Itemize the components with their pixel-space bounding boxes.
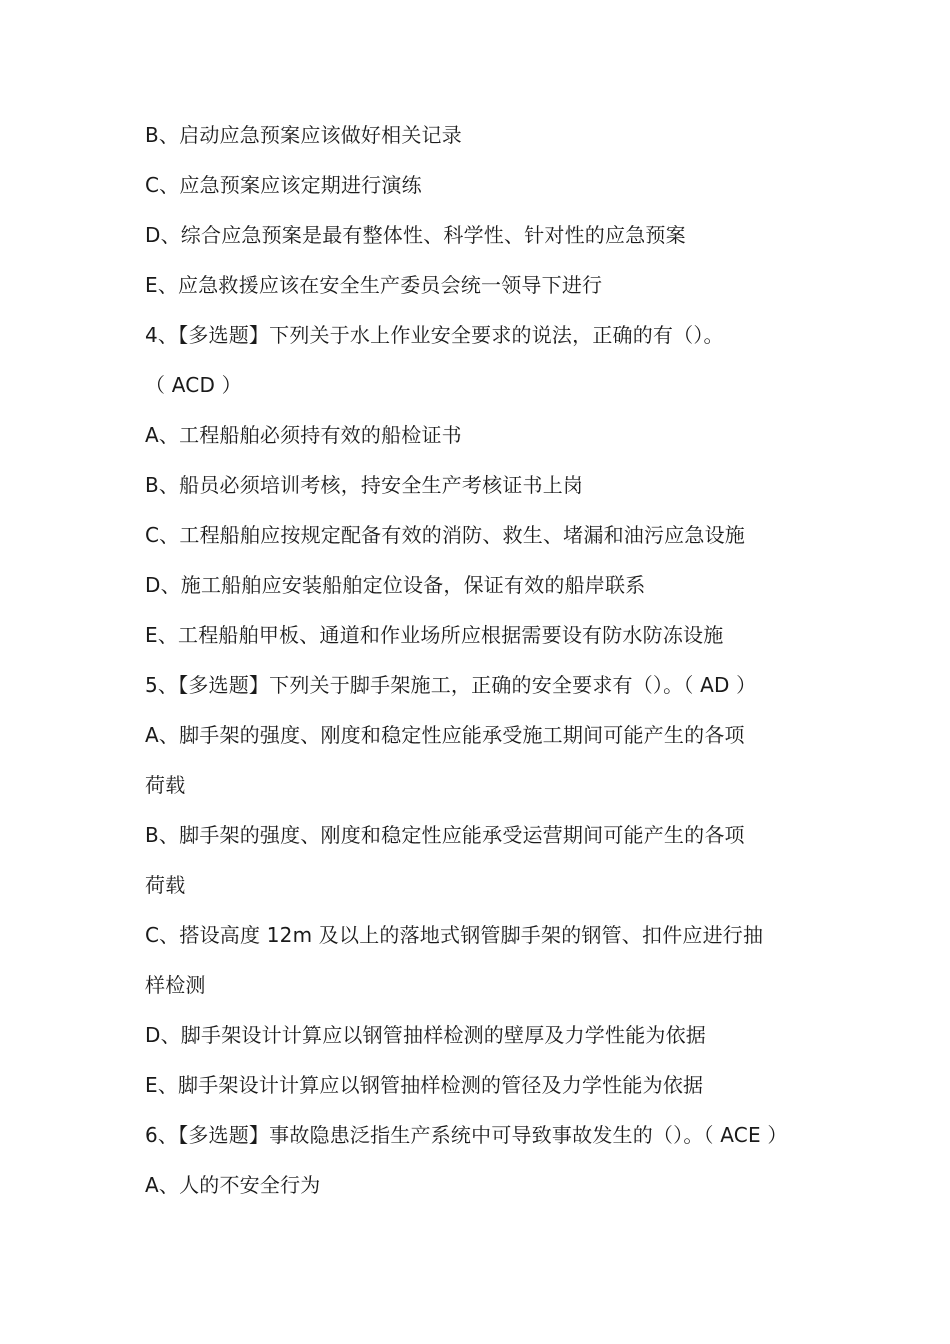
q5-option-b-cont: 荷载 bbox=[145, 873, 186, 897]
q5-option-a: A、脚手架的强度、刚度和稳定性应能承受施工期间可能产生的各项 bbox=[145, 723, 745, 747]
q5-option-c: C、搭设高度 12m 及以上的落地式钢管脚手架的钢管、扣件应进行抽 bbox=[145, 923, 764, 947]
question-4-text: 4、【多选题】下列关于水上作业安全要求的说法，正确的有（）。 bbox=[145, 323, 724, 347]
q4-option-b: B、船员必须培训考核，持安全生产考核证书上岗 bbox=[145, 473, 584, 497]
document-body bbox=[145, 110, 825, 1210]
q5-option-b: B、脚手架的强度、刚度和稳定性应能承受运营期间可能产生的各项 bbox=[145, 823, 745, 847]
q5-option-e: E、脚手架设计计算应以钢管抽样检测的管径及力学性能为依据 bbox=[145, 1073, 704, 1097]
q4-option-a: A、工程船舶必须持有效的船检证书 bbox=[145, 423, 462, 447]
option-e-line: E、应急救援应该在安全生产委员会统一领导下进行 bbox=[145, 273, 603, 297]
q5-option-c-cont: 样检测 bbox=[145, 973, 206, 997]
q4-option-e: E、工程船舶甲板、通道和作业场所应根据需要设有防水防冻设施 bbox=[145, 623, 724, 647]
option-b-line: B、启动应急预案应该做好相关记录 bbox=[145, 123, 462, 147]
q6-option-a: A、人的不安全行为 bbox=[145, 1173, 321, 1197]
q5-option-a-cont: 荷载 bbox=[145, 773, 186, 797]
q4-option-c: C、工程船舶应按规定配备有效的消防、救生、堵漏和油污应急设施 bbox=[145, 523, 745, 547]
q5-option-d: D、脚手架设计计算应以钢管抽样检测的壁厚及力学性能为依据 bbox=[145, 1023, 706, 1047]
question-5-text: 5、【多选题】下列关于脚手架施工，正确的安全要求有（）。（ AD ） bbox=[145, 673, 757, 697]
option-c-line: C、应急预案应该定期进行演练 bbox=[145, 173, 422, 197]
question-4-answer: （ ACD ） bbox=[145, 373, 242, 397]
q4-option-d: D、施工船舶应安装船舶定位设备，保证有效的船岸联系 bbox=[145, 573, 646, 597]
option-d-line: D、综合应急预案是最有整体性、科学性、针对性的应急预案 bbox=[145, 223, 686, 247]
question-6-text: 6、【多选题】事故隐患泛指生产系统中可导致事故发生的（）。（ ACE ） bbox=[145, 1123, 788, 1147]
